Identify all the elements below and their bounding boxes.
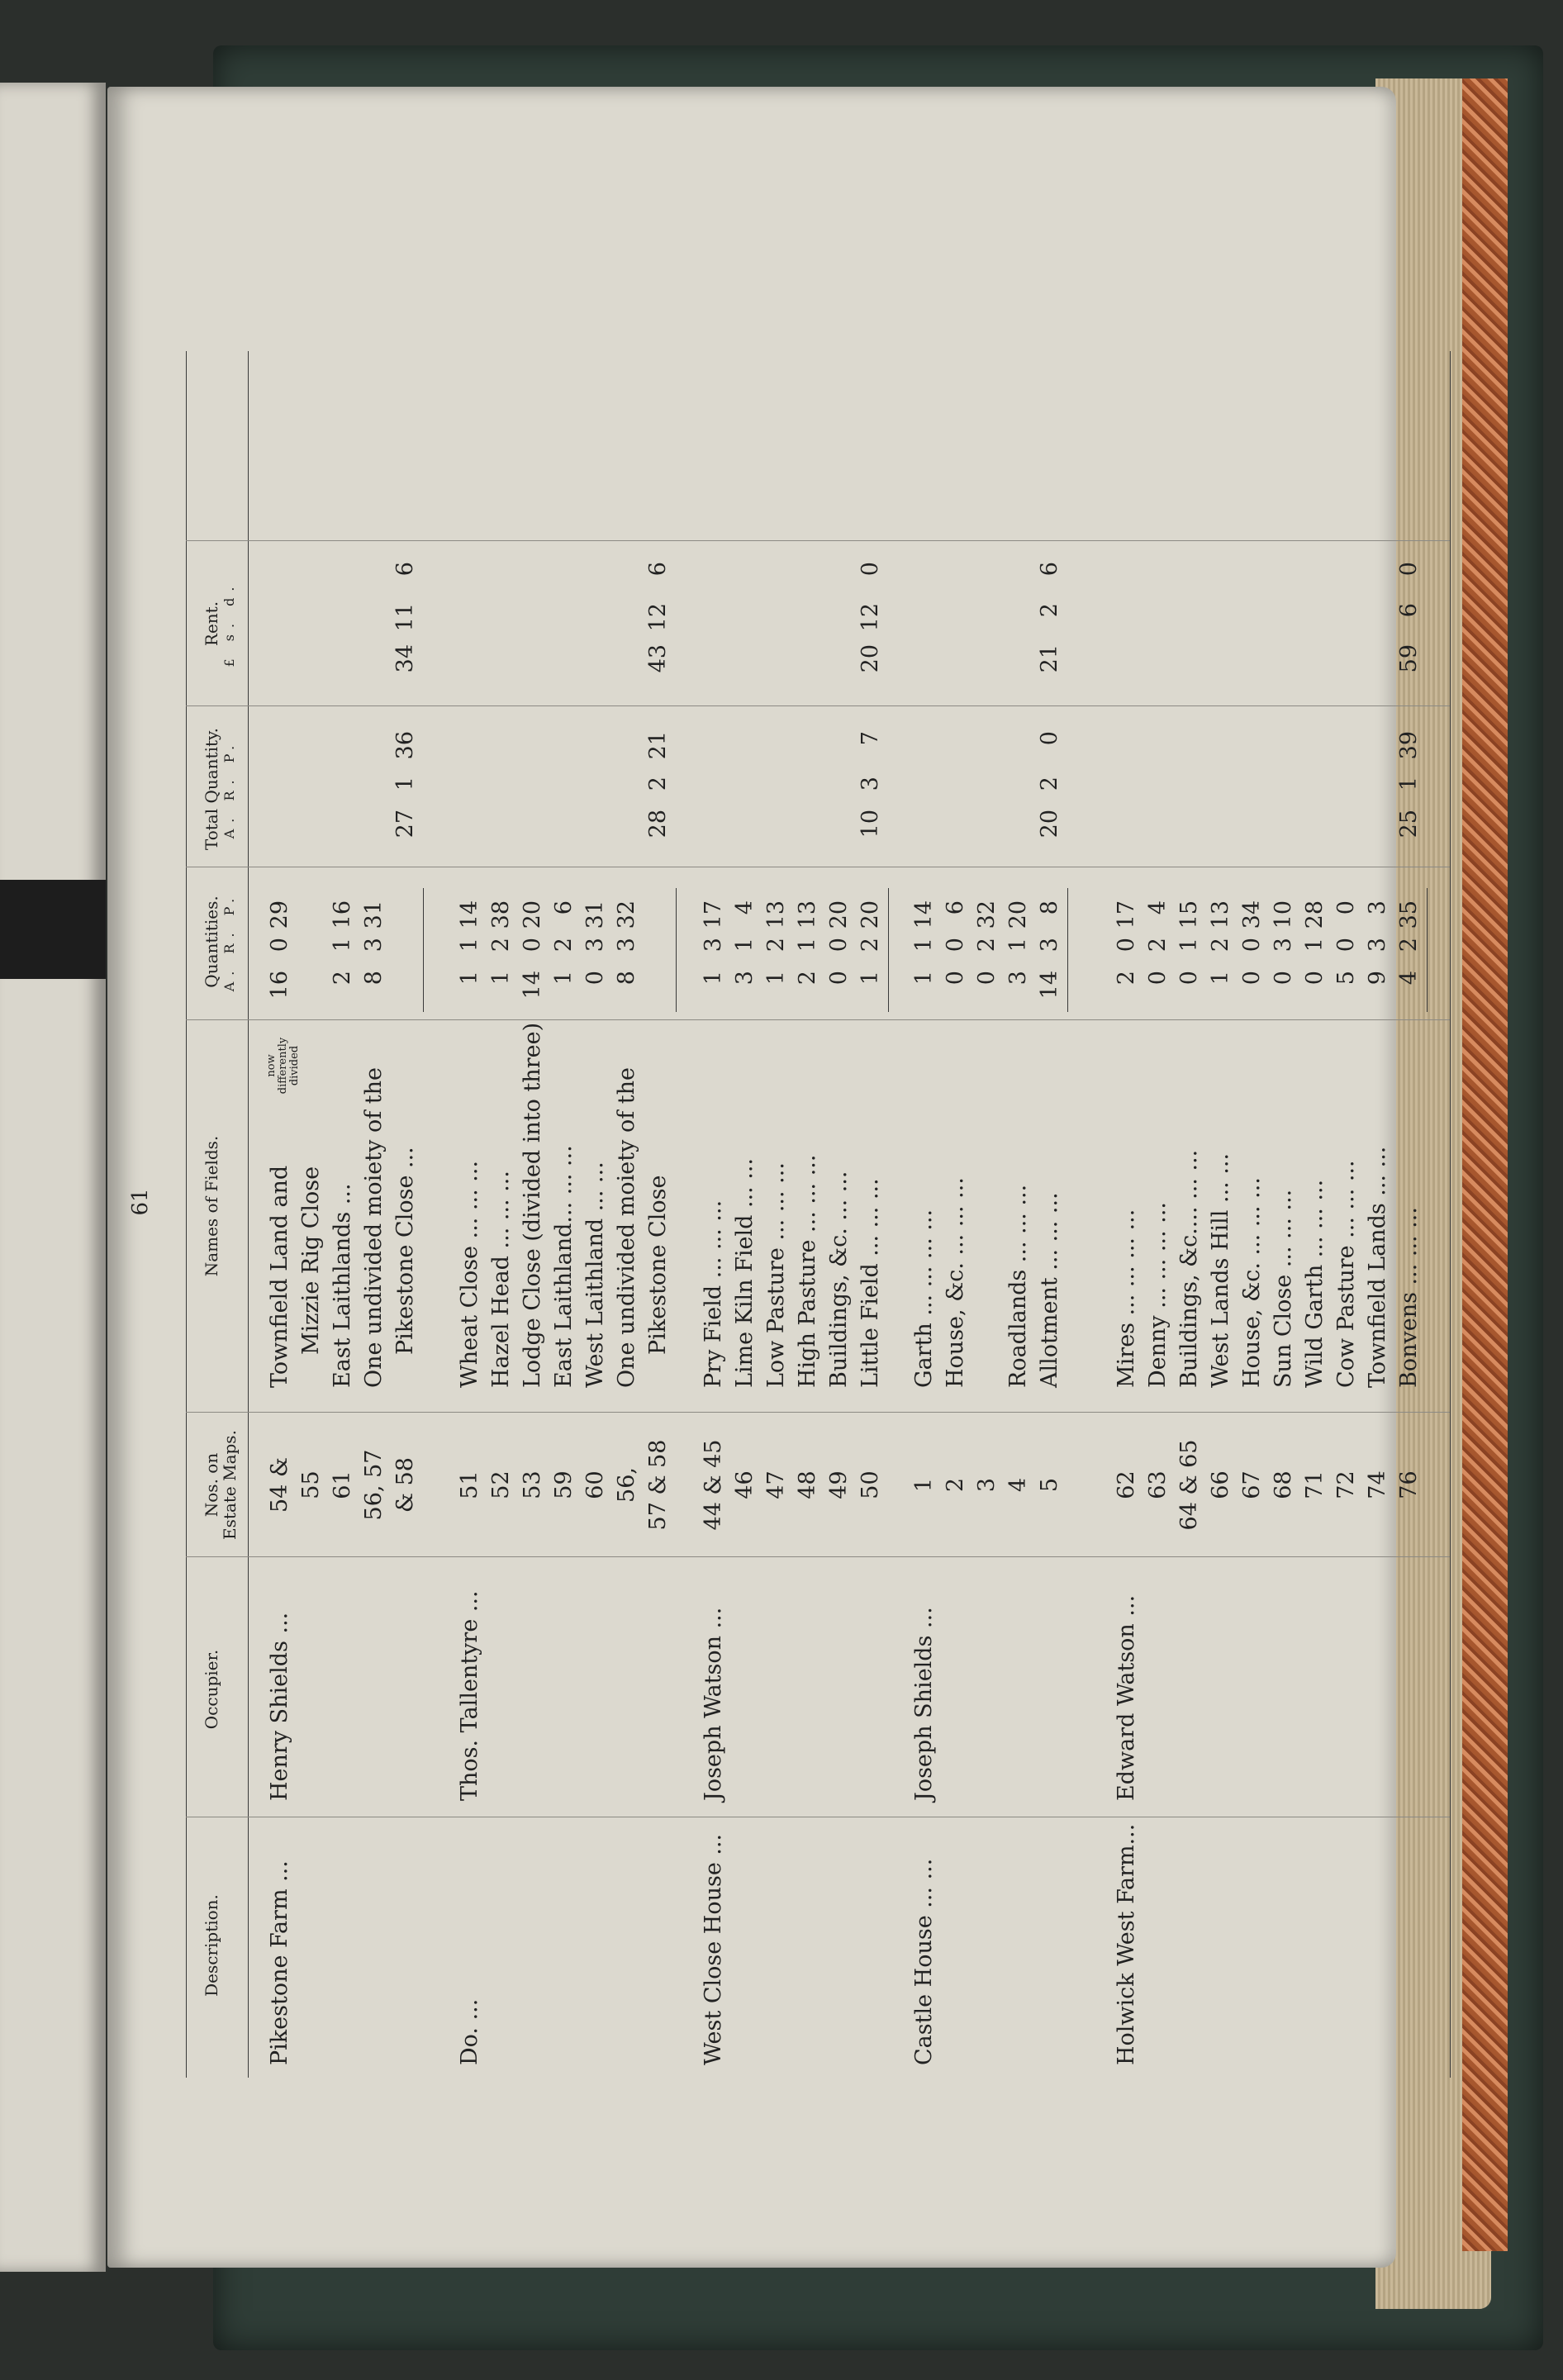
- left-page: [0, 83, 106, 2272]
- table-row: [1205, 302, 1237, 2102]
- quantity-roods: 2: [974, 938, 1000, 952]
- group-total-row: [643, 302, 674, 2102]
- total-perches: 21: [645, 731, 671, 760]
- quantity-perches: 20: [1005, 900, 1031, 929]
- table-row: [580, 302, 611, 2102]
- quantity-roods: 2: [1396, 938, 1422, 952]
- header-rent: [202, 549, 239, 698]
- table-row: [792, 302, 824, 2102]
- header-quantities-units: A. R. P.: [221, 891, 237, 992]
- quantity-acres: 0: [1302, 971, 1328, 986]
- quantity-perches: 32: [974, 900, 1000, 929]
- quantity-roods: 0: [520, 938, 545, 952]
- table-row: [359, 302, 390, 2102]
- quantity-perches: 17: [701, 900, 726, 929]
- table-row: [729, 302, 761, 2102]
- table-row: [486, 302, 517, 2102]
- map-number-cell: 71: [1302, 1470, 1328, 1499]
- map-number-cell: 61: [330, 1470, 355, 1499]
- map-number-cell: 56,: [614, 1467, 639, 1503]
- quantity-roods: 0: [1333, 938, 1359, 952]
- quantity-roods: 3: [614, 938, 639, 952]
- page-number: 61: [128, 1188, 153, 1216]
- description-cell: Castle House ... ...: [911, 1858, 937, 2065]
- total-acres: 25: [1396, 810, 1422, 838]
- quantity-perches: 6: [551, 900, 577, 915]
- quantity-acres: 1: [488, 971, 514, 986]
- quantity-perches: 32: [614, 900, 639, 929]
- table-row: [1003, 302, 1034, 2102]
- map-number-cell: 66: [1208, 1470, 1233, 1499]
- header-bottom-rule: [248, 351, 249, 2078]
- total-perches: 39: [1396, 731, 1422, 760]
- quantity-acres: 4: [1396, 971, 1422, 986]
- table-row: [1237, 302, 1268, 2102]
- quantity-acres: 1: [858, 971, 883, 986]
- table-row: [296, 302, 327, 2102]
- group-total-row: [855, 302, 886, 2102]
- quantity-acres: 1: [551, 971, 577, 986]
- quantity-perches: 16: [330, 900, 355, 929]
- field-name-cell: Allotment ... ... ...: [1037, 1192, 1062, 1388]
- quantity-perches: 20: [858, 900, 883, 929]
- map-number-cell: & 58: [392, 1457, 418, 1513]
- quantity-roods: 2: [1145, 938, 1171, 952]
- map-number-cell: 49: [826, 1470, 852, 1499]
- header-rent-units: £ s. d.: [221, 580, 237, 667]
- quantity-roods: 1: [732, 938, 758, 952]
- field-name-cell: Mires ... ... ... ...: [1114, 1209, 1139, 1388]
- quantity-roods: 1: [911, 938, 937, 952]
- quantity-roods: 1: [1005, 938, 1031, 952]
- quantity-roods: 3: [1271, 938, 1296, 952]
- field-name-cell: Townfield Land and: [267, 1165, 292, 1388]
- table-row: [549, 302, 580, 2102]
- field-name-cell: West Lands Hill ... ...: [1208, 1152, 1233, 1388]
- quantity-roods: 3: [701, 938, 726, 952]
- quantity-perches: 14: [911, 900, 937, 929]
- total-acres: 20: [1037, 810, 1062, 838]
- table-row: [1362, 302, 1394, 2102]
- quantity-perches: 31: [361, 900, 387, 929]
- quantity-roods: 3: [1365, 938, 1390, 952]
- quantity-perches: 6: [943, 900, 968, 915]
- table-row: [327, 302, 359, 2102]
- quantity-roods: 2: [551, 938, 577, 952]
- quantity-acres: 14: [1037, 971, 1062, 1000]
- quantity-perches: 20: [520, 900, 545, 929]
- sum-rule: [676, 888, 677, 1012]
- group-total-row: [1394, 302, 1425, 2102]
- field-name-cell: Mizzie Rig Close: [298, 1166, 324, 1355]
- quantity-roods: 1: [1302, 938, 1328, 952]
- table-row: [698, 302, 729, 2102]
- field-name-cell: Pry Field ... ... ...: [701, 1200, 726, 1388]
- quantity-acres: 2: [795, 971, 820, 986]
- rent-pence: 6: [392, 562, 418, 577]
- rent-pence: 0: [858, 562, 883, 577]
- header-quantities: [202, 872, 239, 1012]
- quantity-roods: 0: [267, 938, 292, 952]
- marbled-edge: [1462, 78, 1508, 2251]
- field-name-cell: Low Pasture ... ... ...: [763, 1162, 789, 1388]
- total-acres: 10: [858, 810, 883, 838]
- quantity-perches: 0: [1333, 900, 1359, 915]
- rent-pounds: 34: [392, 644, 418, 673]
- quantity-acres: 8: [614, 971, 639, 986]
- group-total-row: [1034, 302, 1066, 2102]
- map-number-cell: 76: [1396, 1470, 1422, 1499]
- table-bottom-rule: [1450, 351, 1451, 2078]
- quantity-perches: 17: [1114, 900, 1139, 929]
- field-name-cell: Lodge Close (divided into three): [520, 1022, 545, 1388]
- quantity-acres: 0: [974, 971, 1000, 986]
- map-number-cell: 74: [1365, 1470, 1390, 1499]
- quantity-roods: 2: [1208, 938, 1233, 952]
- quantity-roods: 3: [582, 938, 608, 952]
- rent-pounds: 59: [1396, 644, 1422, 673]
- table-row: [824, 302, 855, 2102]
- quantity-perches: 14: [457, 900, 482, 929]
- total-perches: 0: [1037, 731, 1062, 746]
- quantity-roods: 0: [1114, 938, 1139, 952]
- quantity-acres: 1: [763, 971, 789, 986]
- map-number-cell: 67: [1239, 1470, 1265, 1499]
- total-perches: 7: [858, 731, 883, 746]
- field-note: now differently divided: [265, 1037, 301, 1095]
- quantity-acres: 5: [1333, 971, 1359, 986]
- quantity-acres: 8: [361, 971, 387, 986]
- quantity-acres: 1: [1208, 971, 1233, 986]
- table-row: [761, 302, 792, 2102]
- quantity-perches: 3: [1365, 900, 1390, 915]
- rent-shillings: 11: [392, 603, 418, 632]
- quantity-perches: 38: [488, 900, 514, 929]
- field-name-cell: One undivided moiety of the: [361, 1066, 387, 1388]
- quantity-acres: 9: [1365, 971, 1390, 986]
- occupier-cell: Thos. Tallentyre ...: [457, 1590, 482, 1801]
- map-number-cell: 56, 57: [361, 1449, 387, 1521]
- sum-rule: [423, 888, 424, 1012]
- rent-pence: 6: [645, 562, 671, 577]
- occupier-cell: Joseph Shields ...: [911, 1607, 937, 1801]
- table-row: [909, 302, 940, 2102]
- quantity-acres: 0: [826, 971, 852, 986]
- field-name-cell: Lime Kiln Field ... ...: [732, 1157, 758, 1388]
- map-number-cell: 64 & 65: [1176, 1439, 1202, 1531]
- map-number-cell: 68: [1271, 1470, 1296, 1499]
- table-row: [1174, 302, 1205, 2102]
- quantity-roods: 0: [826, 938, 852, 952]
- field-name-cell: Pikestone Close: [645, 1175, 671, 1355]
- map-number-cell: 53: [520, 1470, 545, 1499]
- map-number-cell: 62: [1114, 1470, 1139, 1499]
- rent-shillings: 2: [1037, 603, 1062, 618]
- quantity-acres: 0: [1145, 971, 1171, 986]
- total-roods: 1: [392, 777, 418, 791]
- quantity-perches: 10: [1271, 900, 1296, 929]
- field-name-cell: Roadlands ... ... ...: [1005, 1184, 1031, 1388]
- rent-shillings: 12: [645, 603, 671, 632]
- field-name-cell: One undivided moiety of the: [614, 1066, 639, 1388]
- header-quantities-label: Quantities.: [202, 895, 221, 988]
- quantity-acres: 1: [701, 971, 726, 986]
- field-name-cell: Wheat Close ... ... ...: [457, 1160, 482, 1388]
- map-number-cell: 46: [732, 1470, 758, 1499]
- map-number-cell: 52: [488, 1470, 514, 1499]
- header-total: [202, 715, 239, 863]
- header-description: Description.: [202, 1894, 221, 1997]
- total-acres: 27: [392, 810, 418, 838]
- quantity-roods: 3: [1037, 938, 1062, 952]
- quantity-perches: 8: [1037, 900, 1062, 915]
- map-number-cell: 48: [795, 1470, 820, 1499]
- table-row: [1268, 302, 1299, 2102]
- field-name-cell: Bonvens ... ... ...: [1396, 1207, 1422, 1388]
- quantity-acres: 14: [520, 971, 545, 1000]
- sum-rule: [888, 888, 889, 1012]
- field-name-cell: West Laithland ... ...: [582, 1161, 608, 1388]
- map-number-cell: 4: [1005, 1477, 1031, 1493]
- field-name-cell: Buildings, &c.... ... ...: [1176, 1149, 1202, 1388]
- quantity-acres: 2: [1114, 971, 1139, 986]
- field-name-cell: House, &c. ... ... ...: [1239, 1177, 1265, 1388]
- sum-rule: [1067, 888, 1068, 1012]
- field-name-cell: Wild Garth ... ... ...: [1302, 1179, 1328, 1388]
- table-row: [517, 302, 549, 2102]
- quantity-acres: 16: [267, 971, 292, 1000]
- quantity-roods: 1: [457, 938, 482, 952]
- quantity-roods: 0: [943, 938, 968, 952]
- field-name-cell: Townfield Lands ... ...: [1365, 1146, 1390, 1388]
- quantity-roods: 0: [1239, 938, 1265, 952]
- map-number-cell: 5: [1037, 1477, 1062, 1493]
- quantity-roods: 1: [1176, 938, 1202, 952]
- quantity-perches: 4: [1145, 900, 1171, 915]
- field-name-cell: Hazel Head ... ... ...: [488, 1171, 514, 1388]
- rent-pence: 6: [1037, 562, 1062, 577]
- field-name-cell: Garth ... ... ... ...: [911, 1209, 937, 1388]
- quantity-acres: 0: [1176, 971, 1202, 986]
- map-number-cell: 50: [858, 1470, 883, 1499]
- total-acres: 28: [645, 810, 671, 838]
- table-row: [1331, 302, 1362, 2102]
- quantity-acres: 2: [330, 971, 355, 986]
- field-name-cell: High Pasture ... ... ...: [795, 1154, 820, 1388]
- map-number-cell: 3: [974, 1477, 1000, 1493]
- quantity-perches: 13: [763, 900, 789, 929]
- field-name-cell: East Laithland... ... ...: [551, 1145, 577, 1388]
- description-cell: Do. ...: [457, 1998, 482, 2065]
- table-top-rule: [186, 351, 187, 2078]
- quantity-acres: 1: [457, 971, 482, 986]
- header-total-units: A. R. P.: [221, 739, 237, 839]
- map-number-cell: 44 & 45: [701, 1439, 726, 1531]
- quantity-perches: 4: [732, 900, 758, 915]
- field-name-cell: Sun Close ... ... ...: [1271, 1189, 1296, 1388]
- rent-pounds: 21: [1037, 644, 1062, 673]
- description-cell: Holwick West Farm...: [1114, 1823, 1139, 2065]
- rent-shillings: 6: [1396, 603, 1422, 618]
- quantity-acres: 1: [911, 971, 937, 986]
- table-row: [1111, 302, 1143, 2102]
- quantity-perches: 13: [795, 900, 820, 929]
- quantity-acres: 0: [1271, 971, 1296, 986]
- total-roods: 1: [1396, 777, 1422, 791]
- group-total-row: [390, 302, 421, 2102]
- field-name-cell: East Laithlands ...: [330, 1183, 355, 1388]
- quantity-perches: 13: [1208, 900, 1233, 929]
- map-number-cell: 60: [582, 1470, 608, 1499]
- header-rent-label: Rent.: [202, 601, 221, 647]
- quantity-perches: 35: [1396, 900, 1422, 929]
- quantity-acres: 3: [732, 971, 758, 986]
- field-name-cell: Cow Pasture ... ... ...: [1333, 1160, 1359, 1388]
- total-roods: 3: [858, 777, 883, 791]
- occupier-cell: Henry Shields ...: [267, 1612, 292, 1801]
- map-number-cell: 51: [457, 1470, 482, 1499]
- quantity-acres: 0: [943, 971, 968, 986]
- table-row: [972, 302, 1003, 2102]
- total-roods: 2: [645, 777, 671, 791]
- field-name-cell: Buildings, &c. ... ...: [826, 1171, 852, 1388]
- quantity-acres: 0: [1239, 971, 1265, 986]
- map-number-cell: 2: [943, 1477, 968, 1493]
- field-name-cell: Denny ... ... ... ...: [1145, 1202, 1171, 1388]
- field-name-cell: Little Field ... ... ...: [858, 1178, 883, 1388]
- left-page-mark: [0, 880, 106, 979]
- rent-shillings: 12: [858, 603, 883, 632]
- map-number-cell: 63: [1145, 1470, 1171, 1499]
- map-number-cell: 55: [298, 1470, 324, 1499]
- quantity-perches: 29: [267, 900, 292, 929]
- quantity-roods: 1: [795, 938, 820, 952]
- sum-rule: [1427, 888, 1428, 1012]
- field-name-cell: Pikestone Close ...: [392, 1147, 418, 1355]
- table-row: [1299, 302, 1331, 2102]
- quantity-perches: 15: [1176, 900, 1202, 929]
- table-row: [940, 302, 972, 2102]
- occupier-cell: Joseph Watson ...: [701, 1607, 726, 1801]
- quantity-perches: 20: [826, 900, 852, 929]
- quantity-perches: 28: [1302, 900, 1328, 929]
- map-number-cell: 57 & 58: [645, 1439, 671, 1531]
- description-cell: Pikestone Farm ...: [267, 1860, 292, 2065]
- map-number-cell: 59: [551, 1470, 577, 1499]
- quantity-roods: 2: [763, 938, 789, 952]
- rent-pounds: 43: [645, 644, 671, 673]
- header-occupier: Occupier.: [202, 1649, 221, 1730]
- header-nos: Nos. on Estate Maps.: [202, 1430, 240, 1540]
- quantity-roods: 2: [858, 938, 883, 952]
- map-number-cell: 72: [1333, 1470, 1359, 1499]
- map-number-cell: 47: [763, 1470, 789, 1499]
- quantity-perches: 31: [582, 900, 608, 929]
- header-names: Names of Fields.: [202, 1135, 221, 1277]
- quantity-acres: 0: [582, 971, 608, 986]
- description-cell: West Close House ...: [701, 1833, 726, 2065]
- table-row: [454, 302, 486, 2102]
- map-number-cell: 1: [911, 1477, 937, 1493]
- quantity-roods: 2: [488, 938, 514, 952]
- rent-pounds: 20: [858, 644, 883, 673]
- occupier-cell: Edward Watson ...: [1114, 1594, 1139, 1801]
- rent-pence: 0: [1396, 562, 1422, 577]
- table-row: [264, 302, 301, 2102]
- table-row: [1143, 302, 1174, 2102]
- map-number-cell: 54 &: [267, 1457, 292, 1513]
- quantity-perches: 34: [1239, 900, 1265, 929]
- field-name-cell: House, &c. ... ... ...: [943, 1177, 968, 1388]
- quantity-roods: 3: [361, 938, 387, 952]
- header-total-label: Total Quantity.: [202, 727, 221, 851]
- quantity-roods: 1: [330, 938, 355, 952]
- quantity-acres: 3: [1005, 971, 1031, 986]
- table-row: [611, 302, 643, 2102]
- total-perches: 36: [392, 731, 418, 760]
- ledger-table: [107, 302, 1422, 2102]
- total-roods: 2: [1037, 777, 1062, 791]
